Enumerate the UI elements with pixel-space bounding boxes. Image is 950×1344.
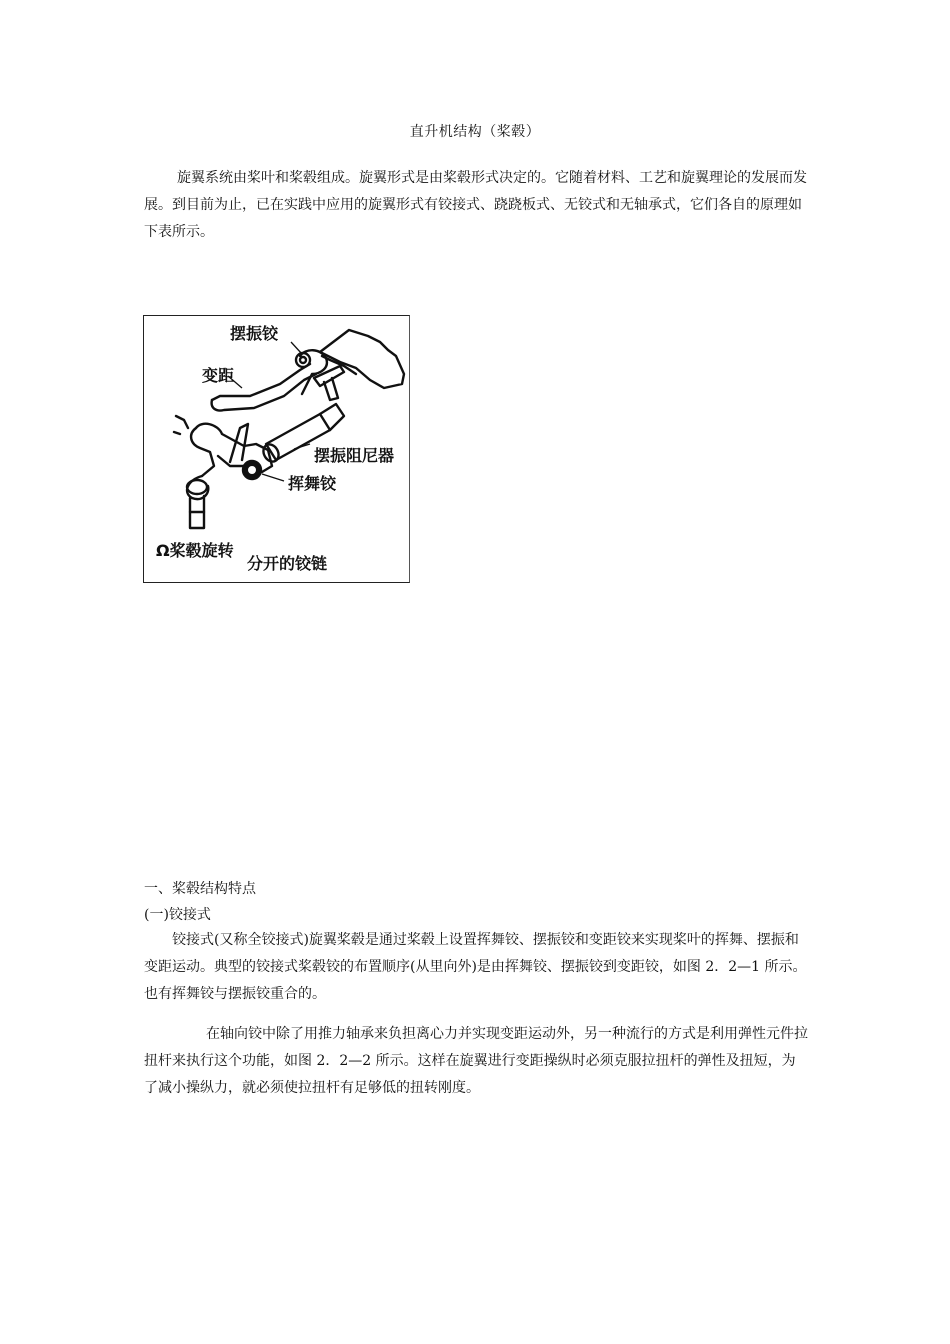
page-title: 直升机结构（桨毂） (409, 124, 541, 140)
label-flap-hinge: 挥舞铰 (288, 474, 337, 493)
axial-hinge-paragraph: 在轴向铰中除了用推力轴承来负担离心力并实现变距运动外，另一种流行的方式是利用弹性元件拉扭杆来执行这个功能，如图 2．2—2 所示。这样在旋翼进行变距操纵时必须克服拉扭杆的弹性及扭短，为了减小操纵力，就必须使拉扭杆有足够低的扭转刚度。 (144, 1026, 808, 1096)
hub-figure (143, 315, 410, 583)
subsection-heading: (一)铰接式 (144, 907, 211, 923)
label-pitch: 变距 (202, 366, 235, 385)
section-heading: 一、桨毂结构特点 (144, 881, 256, 897)
label-hub-rotation: Ω桨毂旋转 (156, 541, 234, 560)
label-lead-lag-damper: 摆振阻尼器 (314, 446, 395, 465)
intro-paragraph: 旋翼系统由桨叶和桨毂组成。旋翼形式是由桨毂形式决定的。它随着材料、工艺和旋翼理论的发展而发展。到目前为止，已在实践中应用的旋翼形式有铰接式、跷跷板式、无铰式和无轴承式，它们各自的原理如下表所示。 (144, 170, 807, 240)
label-lead-lag-hinge: 摆振铰 (230, 324, 279, 343)
hub-diagram (144, 316, 409, 582)
label-separated-hinges: 分开的铰链 (247, 554, 328, 573)
articulated-paragraph: 铰接式(又称全铰接式)旋翼桨毂是通过桨毂上设置挥舞铰、摆振铰和变距铰来实现桨叶的挥舞、摆振和变距运动。典型的铰接式桨毂铰的布置顺序(从里向外)是由挥舞铰、摆振铰到变距铰，如图 2．2—1 所示。也有挥舞铰与摆振铰重合的。 (144, 932, 807, 1002)
